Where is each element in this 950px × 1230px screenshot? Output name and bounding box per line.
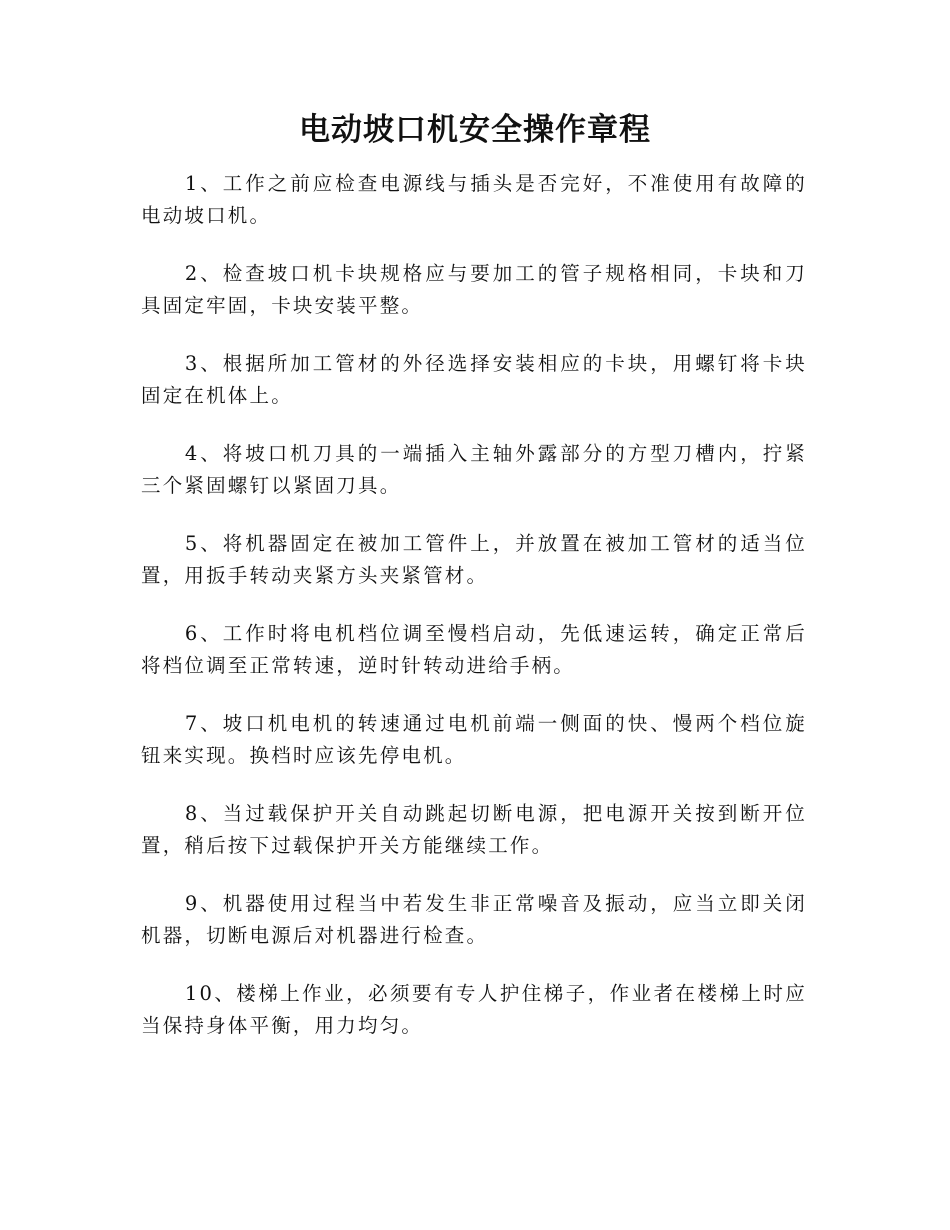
clause-item: 10、楼梯上作业，必须要有专人护住梯子，作业者在楼梯上时应当保持身体平衡，用力均匀。 (141, 982, 807, 1037)
clause-item: 2、检查坡口机卡块规格应与要加工的管子规格相同，卡块和刀具固定牢固，卡块安装平整。 (141, 262, 807, 317)
clause-item: 5、将机器固定在被加工管件上，并放置在被加工管材的适当位置，用扳手转动夹紧方头夹紧管材。 (141, 532, 807, 587)
clause-item: 4、将坡口机刀具的一端插入主轴外露部分的方型刀槽内，拧紧三个紧固螺钉以紧固刀具。 (141, 442, 807, 497)
clause-item: 9、机器使用过程当中若发生非正常噪音及振动，应当立即关闭机器，切断电源后对机器进行检查。 (141, 892, 807, 947)
document-title: 电动坡口机安全操作章程 (299, 112, 651, 148)
clause-item: 6、工作时将电机档位调至慢档启动，先低速运转，确定正常后将档位调至正常转速，逆时针转动进给手柄。 (141, 622, 807, 677)
clause-item: 8、当过载保护开关自动跳起切断电源，把电源开关按到断开位置，稍后按下过载保护开关方能继续工作。 (141, 802, 807, 857)
clause-list (141, 168, 807, 1068)
clause-item: 7、坡口机电机的转速通过电机前端一侧面的快、慢两个档位旋钮来实现。换档时应该先停电机。 (141, 712, 807, 767)
clause-item: 3、根据所加工管材的外径选择安装相应的卡块，用螺钉将卡块固定在机体上。 (141, 352, 807, 407)
clause-item: 1、工作之前应检查电源线与插头是否完好，不准使用有故障的电动坡口机。 (141, 172, 807, 227)
